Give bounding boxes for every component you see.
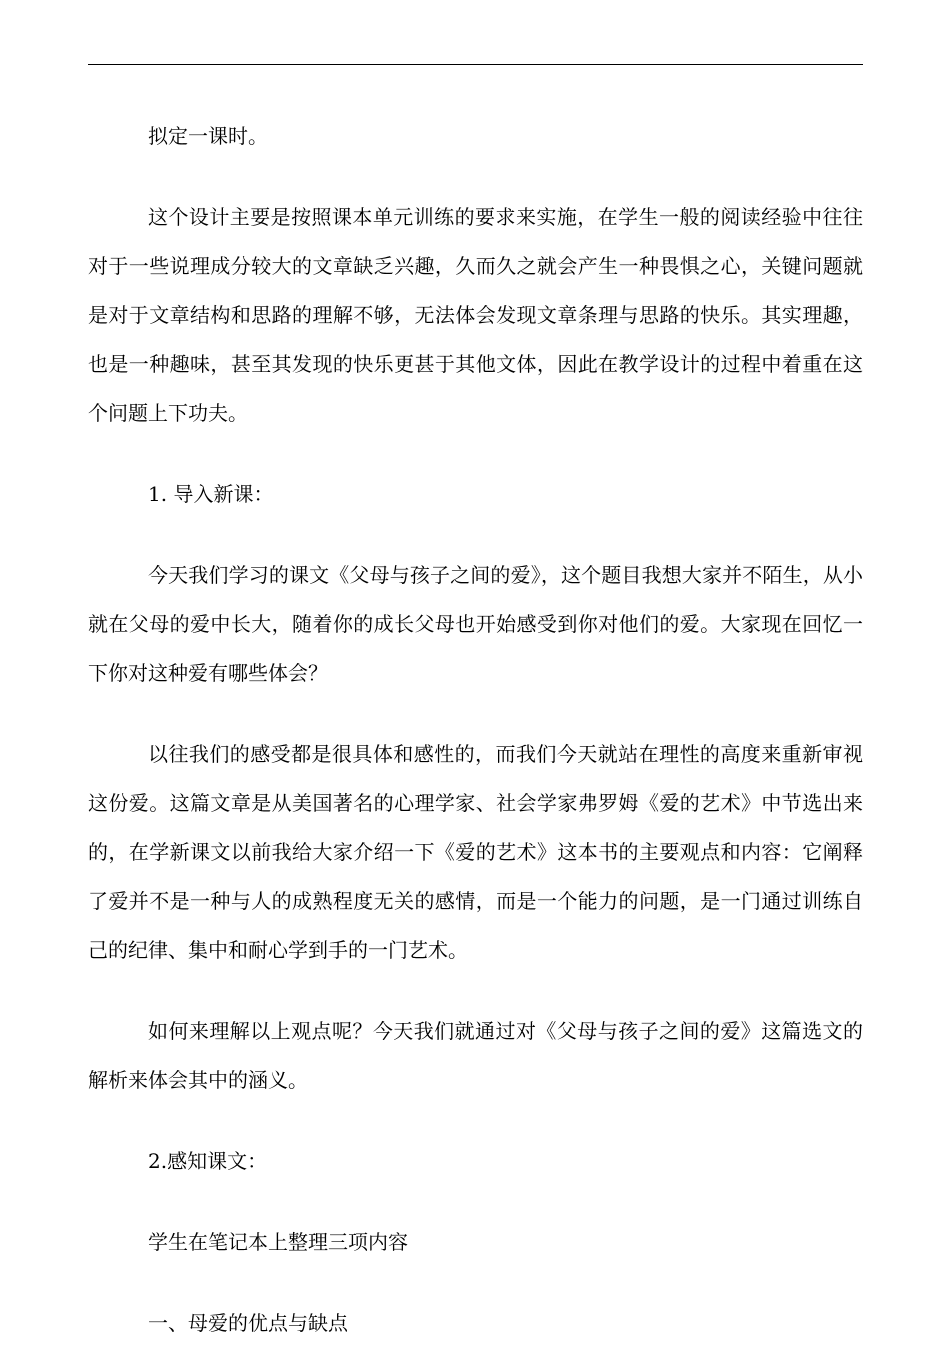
paragraph-art-of-loving: 以往我们的感受都是很具体和感性的，而我们今天就站在理性的高度来重新审视这份爱。这篇文章是从美国著名的心理学家、社会学家弗罗姆《爱的艺术》中节选出来的，在学新课文以前我给大家介绍一下《爱的艺术》这本书的主要观点和内容：它阐释了爱并不是一种与人的成熟程度无关的感情，而是一个能力的问题，是一门通过训练自己的纪律、集中和耐心学到手的一门艺术。: [88, 742, 863, 962]
paragraph-design-intent: 这个设计主要是按照课本单元训练的要求来实施，在学生一般的阅读经验中往往对于一些说理成分较大的文章缺乏兴趣，久而久之就会产生一种畏惧之心，关键问题就是对于文章结构和思路的理解不够，无法体会发现文章条理与思路的快乐。其实理趣，也是一种趣味，甚至其发现的快乐更甚于其他文体，因此在教学设计的过程中着重在这个问题上下功夫。: [88, 205, 863, 425]
heading-perceive-text: 2.感知课文：: [148, 1149, 268, 1173]
header-rule: [88, 64, 863, 65]
paragraph-introduction: 今天我们学习的课文《父母与孩子之间的爱》，这个题目我想大家并不陌生，从小就在父母的爱中长大，随着你的成长父母也开始感受到你对他们的爱。大家现在回忆一下你对这种爱有哪些体会？: [88, 563, 863, 685]
document-body: [88, 112, 863, 1348]
paragraph-how-to-understand: 如何来理解以上观点呢？今天我们就通过对《父母与孩子之间的爱》这篇选文的解析来体会其中的涵义。: [88, 1019, 863, 1092]
paragraph-notebook-task: 学生在笔记本上整理三项内容: [148, 1230, 408, 1254]
heading-introduce-lesson: 1. 导入新课：: [148, 482, 274, 506]
paragraph-class-hours: 拟定一课时。: [148, 124, 268, 148]
list-item-mother-love: 一、母爱的优点与缺点: [148, 1311, 348, 1335]
